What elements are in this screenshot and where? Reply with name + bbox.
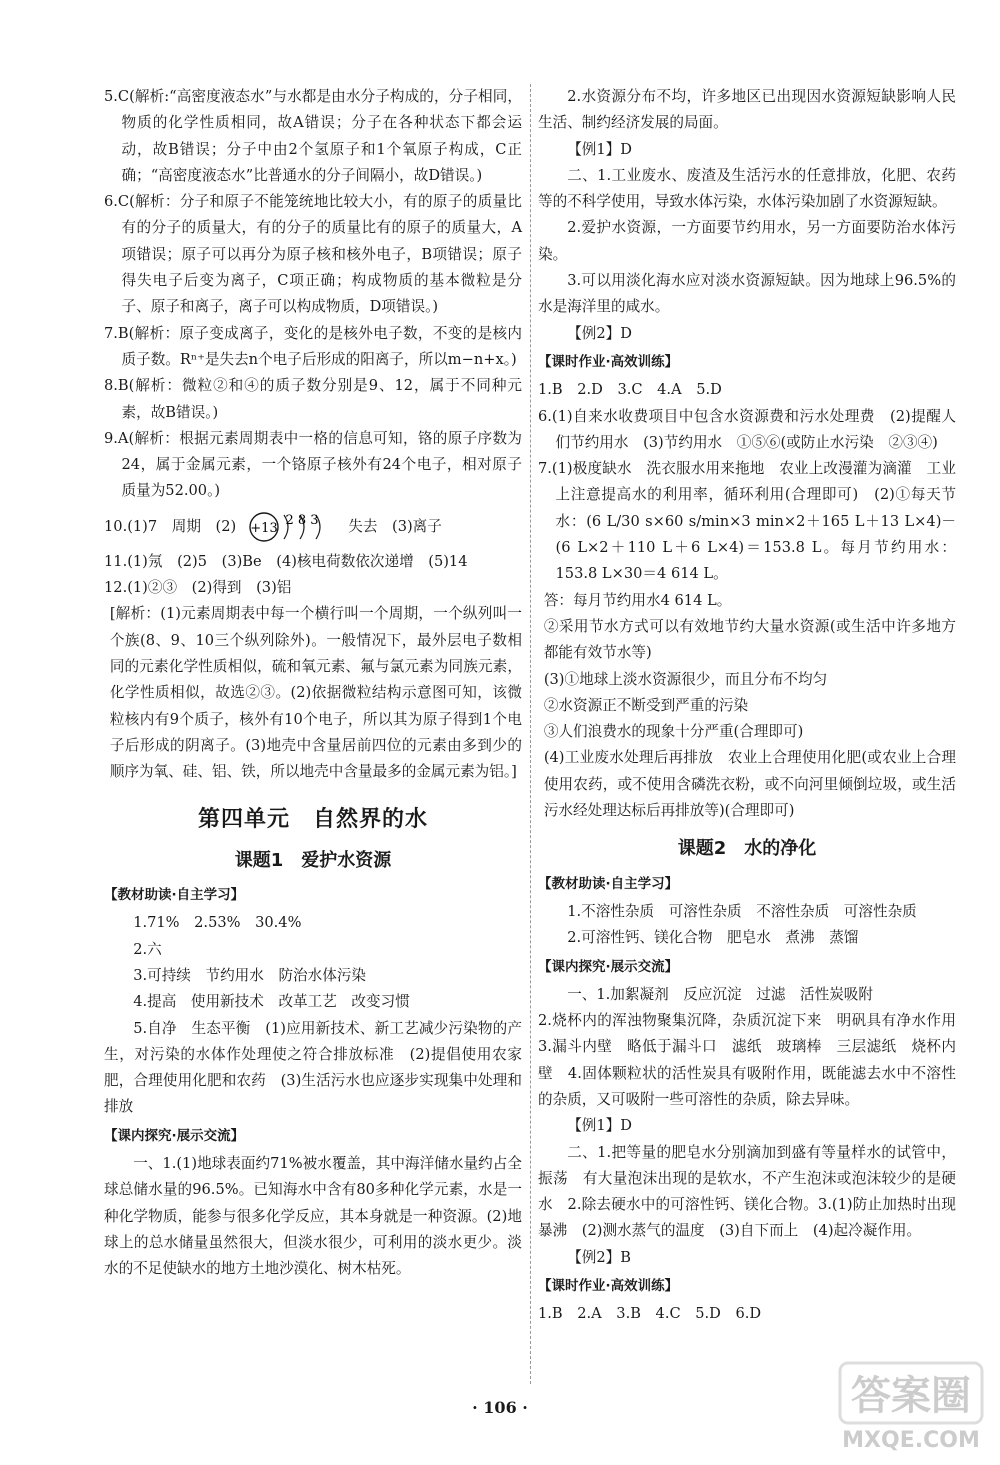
section-homework: 【课时作业·高效训练】 <box>538 353 679 370</box>
homework-q7: 7.(1)极度缺水 洗衣服水用来拖地 农业上改漫灌为滴灌 工业上注意提高水的利用率，循环利用(合理即可) (2)①每天节水：(6 L/30 s×60 s/min×3 min×2＋165 L＋13 L×4)－(6 L×2＋110 L＋6 L×4)＝153.8 L。每月节约用水：153.8 L×30＝4 614 L。 <box>538 460 956 583</box>
homework-q7-part3a: (3)①地球上淡水资源很少，而且分布不均匀 <box>543 670 828 688</box>
purification-example-1: 【例1】D <box>567 1117 632 1135</box>
left-column <box>104 84 522 1282</box>
homework-answers: 1.B 2.D 3.C 4.A 5.D <box>538 381 722 399</box>
answer-7: 7.B(解析：原子变成离子，变化的是核外电子数，不变的是核内质子数。Rⁿ⁺是失去n个电子后形成的阳离子，所以m−n+x。) <box>104 324 522 368</box>
homework-q7-part3c: ③人们浪费水的现象十分严重(合理即可) <box>543 723 804 741</box>
answer-9: 9.A(解析：根据元素周期表中一格的信息可知，铬的原子序数为24，属于金属元素，一个铬原子核外有24个电子，相对原子质量为52.00。) <box>104 429 522 500</box>
answer-5: 5.C(解析:“高密度液态水”与水都是由水分子构成的，分子相同，物质的化学性质相同，故A错误；分子在各种状态下都会运动，故B错误；分子中由2个氢原子和1个氧原子构成，C正确；“高密度液态水”比普通水的分子间隔小，故D错误。) <box>104 88 522 184</box>
answer-12: 12.(1)②③ (2)得到 (3)铝 <box>104 579 292 597</box>
purification-line-2: 2.可溶性钙、镁化合物 肥皂水 煮沸 蒸馏 <box>567 929 859 947</box>
example-1-answer: 【例1】D <box>567 140 632 158</box>
column-divider <box>530 84 531 1384</box>
watermark-main: 答案圈 <box>851 1373 971 1419</box>
purification-line-1: 1.不溶性杂质 可溶性杂质 不溶性杂质 可溶性杂质 <box>567 902 917 920</box>
section-homework-2: 【课时作业·高效训练】 <box>538 1278 679 1295</box>
nucleus-label: +13 <box>250 520 278 536</box>
answer-10 <box>104 505 522 549</box>
shell-electrons: 2 8 3 <box>285 512 319 528</box>
page-number: · 106 · <box>472 1398 528 1417</box>
answer-6: 6.C(解析：分子和原子不能笼统地比较大小，有的原子的质量比有的分子的质量大，有的分子的质量比有的原子的质量大，A项错误；原子可以再分为原子核和核外电子，B项错误；原子得失电子后变为离子，C项正确；构成物质的基本微粒是分子、原子和离子，离子可以构成物质，D项错误。) <box>104 193 522 316</box>
answer-10-prefix: 10.(1)7 周期 (2) <box>104 517 237 535</box>
section-class-inquiry: 【课内探究·展示交流】 <box>104 1127 245 1144</box>
self-study-line-5: 5.自净 生态平衡 (1)应用新技术、新工艺减少污染物的产生，对污染的水体作处理使之符合排放标准 (2)提倡使用农家肥，合理使用化肥和农药 (3)生活污水也应逐步实现集中处理和排放 <box>104 1019 522 1116</box>
self-study-line-2: 2.六 <box>133 940 162 958</box>
self-study-line-1: 1.71% 2.53% 30.4% <box>133 914 302 932</box>
pollution-cause-text: 二、1.工业废水、废渣及生活污水的任意排放，化肥、农药等的不科学使用，导致水体污染，水体污染加剧了水资源短缺。 <box>538 166 956 211</box>
section-self-study: 【教材助读·自主学习】 <box>104 887 245 904</box>
topic-1-title: 课题1 爱护水资源 <box>234 849 392 871</box>
section-self-study-2: 【教材助读·自主学习】 <box>538 875 679 892</box>
watermark-sub: MXQE.COM <box>842 1428 980 1453</box>
homework-q7-part4: (4)工业废水处理后再排放 农业上合理使用化肥(或农业上合理使用农药，或不使用含磷洗衣粉，或不向河里倾倒垃圾，或生活污水经处理达标后再排放等)(合理即可) <box>543 749 956 820</box>
homework-q7-part3b: ②水资源正不断受到严重的污染 <box>543 696 749 714</box>
purification-steps: 一、1.加絮凝剂 反应沉淀 过滤 活性炭吸附 <box>567 985 873 1003</box>
section-class-inquiry-2: 【课内探究·展示交流】 <box>538 958 679 975</box>
class-inquiry-paragraph: 一、1.(1)地球表面约71%被水覆盖，其中海洋储水量约占全球总储水量的96.5%。已知海水中含有80多种化学元素，水是一种化学物质，能参与很多化学反应，其本身就是一种资源。(2)地球上的总水储量虽然很大，但淡水很少，可利用的淡水更少。淡水的不足使缺水的地方土地沙漠化、树木枯死。 <box>104 1154 522 1278</box>
atom-structure-diagram <box>246 507 338 547</box>
homework-q7-part2: ②采用节水方式可以有效地节约大量水资源(或生活中许多地方都能有效节水等) <box>543 617 956 662</box>
answer-11: 11.(1)氖 (2)5 (3)Be (4)核电荷数依次递增 (5)14 <box>104 552 468 570</box>
right-column <box>538 84 971 1328</box>
self-study-line-4: 4.提高 使用新技术 改革工艺 改变习惯 <box>133 993 410 1011</box>
answer-12-analysis: [解析：(1)元素周期表中每一个横行叫一个周期，一个纵列叫一个族(8、9、10三个纵列除外)。一般情况下，最外层电子数相同的元素化学性质相似，硫和氧元素、氟与氯元素为同族元素，化学性质相似，故选②③。(2)依据微粒结构示意图可知，该微粒核内有9个质子，核外有10个电子，所以其为原子得到1个电子后形成的阴离子。(3)地壳中含量居前四位的元素由多到少的顺序为氧、硅、铝、铁，所以地壳中含量最多的金属元素为铝。] <box>109 605 522 781</box>
answer-10-suffix: 失去 (3)离子 <box>348 517 442 535</box>
desalination-text: 3.可以用淡化海水应对淡水资源短缺。因为地球上96.5%的水是海洋里的咸水。 <box>538 272 956 316</box>
example-2-answer: 【例2】D <box>567 324 632 342</box>
homework-q6: 6.(1)自来水收费项目中包含水资源费和污水处理费 (2)提醒人们节约用水 (3)节约用水 ①⑤⑥(或防止水污染 ②③④) <box>538 407 956 451</box>
protect-water-text: 2.爱护水资源，一方面要节约用水，另一方面要防治水体污染。 <box>538 219 956 263</box>
water-distribution-text: 2.水资源分布不均，许多地区已出现因水资源短缺影响人民生活、制约经济发展的局面。 <box>538 88 956 132</box>
homework-q7-answer: 答：每月节约用水4 614 L。 <box>543 591 732 609</box>
topic-2-title: 课题2 水的净化 <box>677 838 817 860</box>
answer-8: 8.B(解析：微粒②和④的质子数分别是9、12，属于不同种元素，故B错误。) <box>104 377 522 421</box>
watermark-logo <box>836 1357 986 1453</box>
purification-example-2: 【例2】B <box>567 1248 631 1266</box>
unit-title: 第四单元 自然界的水 <box>197 807 428 833</box>
hard-soft-water-text: 二、1.把等量的肥皂水分别滴加到盛有等量样水的试管中，振荡 有大量泡沫出现的是软水，不产生泡沫或泡沫较少的是硬水 2.除去硬水中的可溶性钙、镁化合物。3.(1)防止加热时出现暴沸 (2)测水蒸气的温度 (3)自下而上 (4)起冷凝作用。 <box>538 1143 956 1240</box>
self-study-line-3: 3.可持续 节约用水 防治水体污染 <box>133 966 367 984</box>
purification-details: 2.烧杯内的浑浊物聚集沉降，杂质沉淀下来 明矾具有净水作用 3.漏斗内壁 略低于漏斗口 滤纸 玻璃棒 三层滤纸 烧杯内壁 4.固体颗粒状的活性炭具有吸附作用，既能滤去水中不溶性的杂质，又可吸附一些可溶性的杂质，除去异味。 <box>538 1012 971 1108</box>
purification-homework-answers: 1.B 2.A 3.B 4.C 5.D 6.D <box>538 1305 762 1323</box>
